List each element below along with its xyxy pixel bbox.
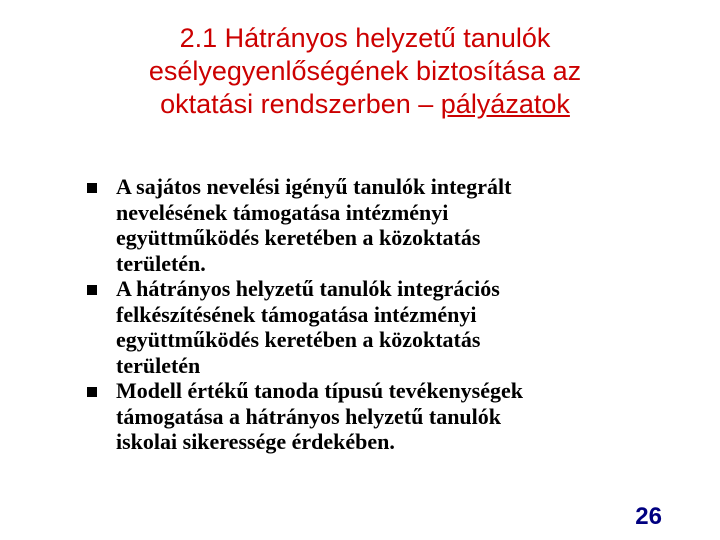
bullet-item-1 (0, 174, 720, 276)
bullet-2-line-1: A hátrányos helyzetű tanulók integrációs (116, 276, 500, 301)
bullet-1-line-2: nevelésének támogatása intézményi (116, 199, 449, 225)
page-number: 26 (635, 503, 662, 530)
title-line-3 (60, 88, 670, 121)
square-bullet-icon (87, 183, 97, 193)
bullet-2-line-2: felkészítésének támogatása intézményi (116, 301, 477, 327)
title-underlined-word: pályázatok (440, 89, 570, 119)
square-bullet-icon (87, 285, 97, 295)
bullet-item-2 (0, 276, 720, 378)
bullet-2-line-3: együttműködés keretében a közoktatás (116, 327, 481, 352)
slide-title (60, 22, 670, 121)
bullet-list (0, 174, 720, 455)
bullet-3-line-1: Modell értékű tanoda típusú tevékenységek (116, 378, 523, 403)
bullet-item-3 (0, 378, 720, 455)
bullet-3-line-2: támogatása a hátrányos helyzetű tanulók (116, 403, 502, 429)
bullet-1-line-1: A sajátos nevelési igényű tanulók integrált (116, 174, 512, 199)
bullet-1-line-4: területén. (116, 250, 206, 276)
bullet-text-2 (116, 276, 690, 378)
title-line-3-prefix: oktatási rendszerben – (160, 89, 441, 119)
square-bullet-icon (87, 387, 97, 397)
bullet-3-line-3: iskolai sikeressége érdekében. (116, 429, 395, 454)
bullet-2-line-4: területén (116, 352, 201, 378)
title-line-2: esélyegyenlőségének biztosítása az (148, 56, 582, 86)
title-line-1: 2.1 Hátrányos helyzetű tanulók (179, 23, 551, 53)
bullet-text-1 (116, 174, 690, 276)
bullet-1-line-3: együttműködés keretében a közoktatás (116, 225, 481, 250)
bullet-text-3 (116, 378, 690, 455)
